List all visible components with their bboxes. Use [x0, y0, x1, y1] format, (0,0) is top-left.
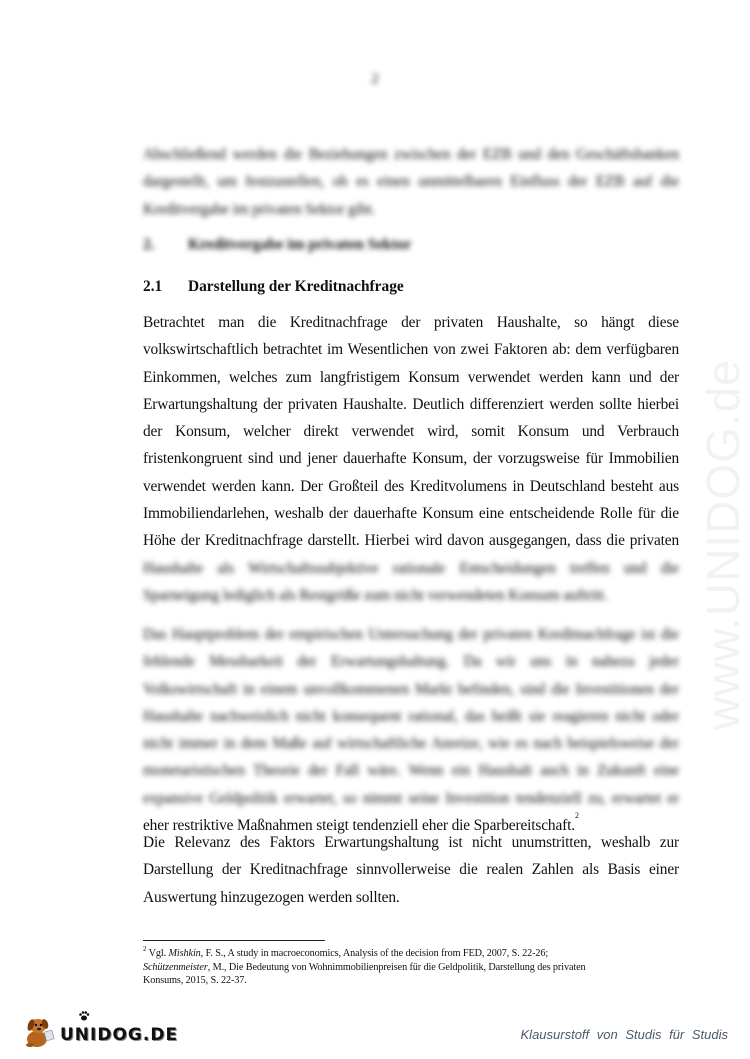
unidog-logo[interactable] [22, 1013, 178, 1049]
text-line: der Konsum, welcher direkt verwendet wird, somit Konsum und Verbrauch [143, 423, 679, 441]
text-line: nicht immer in dem Maße auf wirtschaftliche Anreize, wie es nach beispielsweise der [143, 735, 679, 753]
watermark: www.UNIDOG.de [697, 359, 749, 730]
text-line: Erwartungshaltung der privaten Haushalte. Deutlich differenziert werden sollte hierbei [143, 395, 679, 413]
paragraph-1 [143, 309, 679, 609]
intro-paragraph [143, 141, 679, 223]
text-line: fehlende Messbarkeit der Erwartungshaltung. Da wir uns in nahezu jeder [143, 653, 679, 671]
footnote-line [143, 961, 703, 975]
footnote [143, 947, 703, 988]
footnote-author: Mishkin [168, 948, 201, 959]
text-line: volkswirtschaftlich betrachtet im Wesentlichen von zwei Faktoren ab: dem verfügbaren [143, 341, 679, 359]
page-number: 2 [371, 71, 379, 87]
text-line: Betrachtet man die Kreditnachfrage der privaten Haushalte, so hängt diese [143, 314, 679, 331]
text-line: Haushalte als Wirtschaftssubjektive rationale Entscheidungen treffen und die [143, 559, 679, 577]
text-line: Kreditvergabe im privaten Sektor gibt. [143, 200, 376, 218]
footnote-marker: 2 [143, 945, 147, 953]
footnote-line: Konsums, 2015, S. 22-37. [143, 975, 247, 986]
text-line: Haushalte nachweislich nicht konsequent rational, das heißt sie reagieren nicht oder [143, 707, 679, 725]
text-line: expansive Geldpolitik erwartet, so nimmt seine Investition tendenziell zu, erwartet er [143, 789, 679, 807]
text-line: Abschließend werden die Beziehungen zwischen der EZB und den Geschäftsbanken [143, 146, 679, 163]
footnote-text: , M., Die Bedeutung von Wohnimmobilienpreisen für die Geldpolitik, Darstellung des privaten [207, 961, 586, 973]
paragraph-2 [143, 621, 679, 839]
section-heading-2 [143, 235, 411, 255]
section-title: Kreditvergabe im privaten Sektor [188, 236, 412, 253]
footnote-text: Vgl. [146, 948, 169, 959]
tagline: Klausurstoff von Studis für Studis [520, 1027, 728, 1042]
text-line: Darstellung der Kreditnachfrage sinnvollerweise die realen Zahlen als Basis einer [143, 861, 679, 879]
text-line: Einkommen, welches zum langfristigem Konsum verwendet werden kann und der [143, 368, 679, 386]
footnote-line [143, 947, 703, 961]
dog-mascot-icon [22, 1014, 56, 1048]
footnote-reference[interactable]: 2 [574, 811, 579, 821]
text-line: Auswertung hinzugezogen werden sollten. [143, 888, 400, 906]
text-line: Sparneigung lediglich als Restgröße zum nicht verwendeten Konsum auftritt. [143, 586, 608, 604]
footnote-author: Schützenmeister [143, 961, 208, 973]
text-line: Das Hauptproblem der empirischen Untersuchung der privaten Kreditnachfrage ist die [143, 626, 679, 643]
text-line: Immobiliendarlehen, weshalb der dauerhafte Konsum eine entscheidende Rolle für die [143, 505, 679, 523]
text-line: monetaristischen Theorie der Fall wäre. Wenn ein Haushalt auch in Zukunft eine [143, 762, 679, 780]
text-line-content: eher restriktive Maßnahmen steigt tendenziell eher die Sparbereitschaft. [143, 817, 575, 835]
paw-icon [78, 1010, 90, 1022]
section-heading-2-1 [143, 277, 404, 297]
footnote-text: , F. S., A study in macroeconomics, Analysis of the decision from FED, 2007, S. 22-26; [200, 948, 549, 959]
footnote-divider [143, 940, 325, 941]
section-title: Darstellung der Kreditnachfrage [188, 278, 404, 295]
section-number: 2. [143, 236, 155, 253]
paragraph-3 [143, 829, 679, 911]
text-line: fristenkongruent sind und jener dauerhafte Konsum, der vorzugsweise für Immobilien [143, 450, 679, 468]
text-line: Höhe der Kreditnachfrage darstellt. Hierbei wird davon ausgegangen, dass die privaten [143, 532, 679, 550]
text-line: Volkswirtschaft in einem unvollkommenen Markt befinden, sind die Investitionen der [143, 680, 679, 698]
text-line: verwendet werden kann. Der Großteil des Kreditvolumens in Deutschland besteht aus [143, 477, 679, 495]
text-line: Die Relevanz des Faktors Erwartungshaltung ist nicht unumstritten, weshalb zur [143, 834, 679, 851]
section-number: 2.1 [143, 278, 163, 295]
logo-text: UNIDOG.DE [60, 1025, 179, 1045]
text-line: dargestellt, um festzustellen, ob es einen unmittelbaren Einfluss der EZB auf die [143, 173, 679, 191]
